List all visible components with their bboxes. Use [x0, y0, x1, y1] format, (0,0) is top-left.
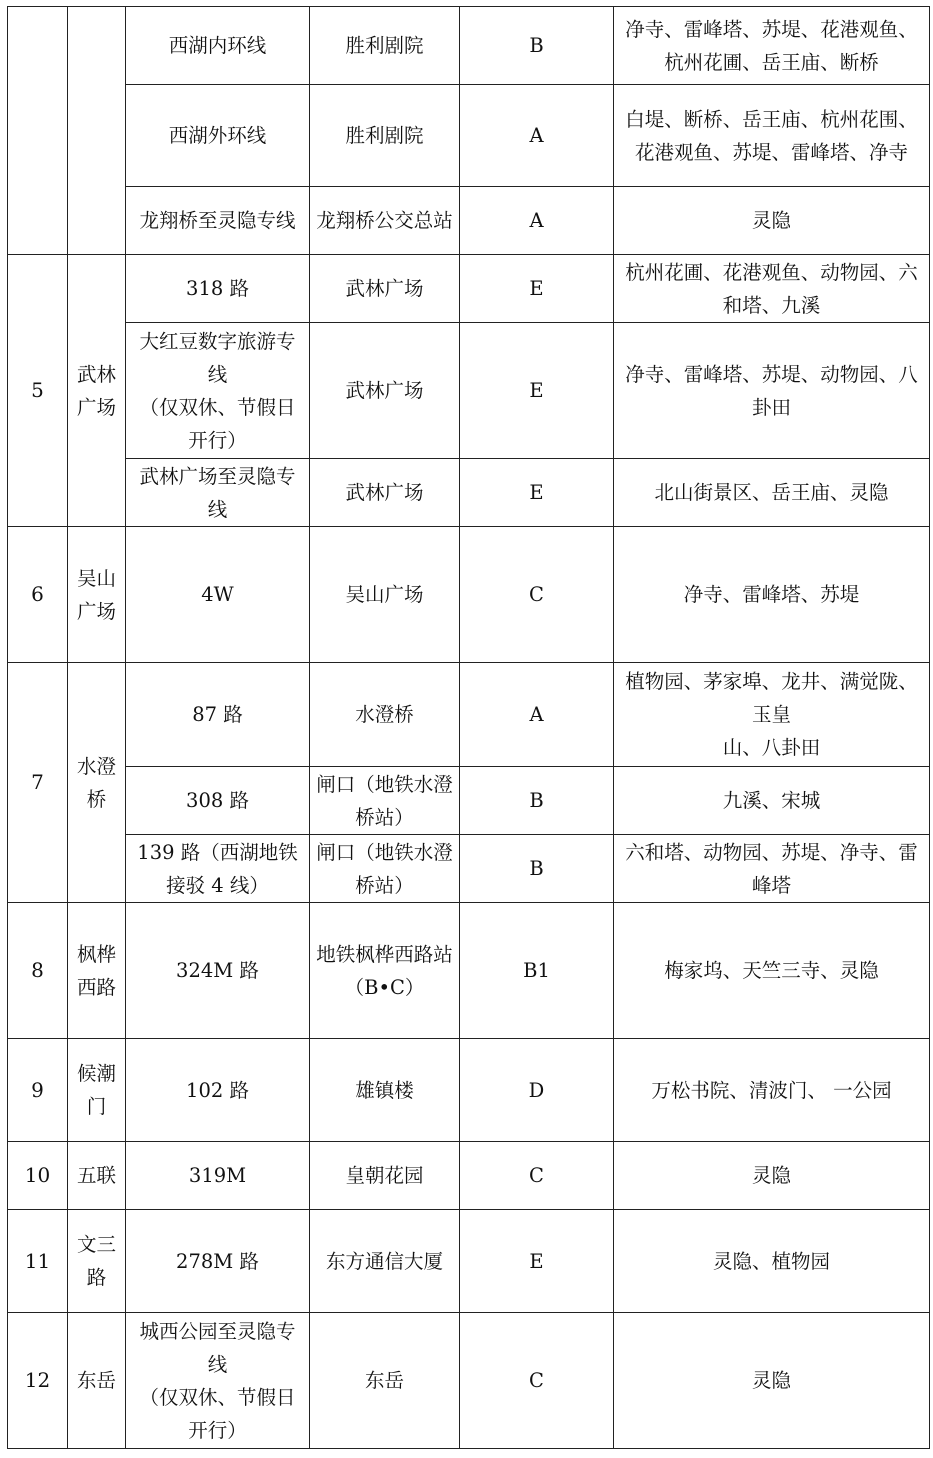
table-row	[8, 459, 930, 527]
spots-cell: 灵隐、植物园	[614, 1210, 930, 1313]
number-cell: 6	[8, 527, 68, 663]
table-row	[8, 663, 930, 767]
route-cell: 87 路	[126, 663, 310, 767]
table-row	[8, 1142, 930, 1210]
table-row	[8, 323, 930, 459]
station-cell: 五联	[68, 1142, 126, 1210]
route-cell: 308 路	[126, 767, 310, 835]
station-cell	[68, 7, 126, 255]
station-cell: 候潮门	[68, 1039, 126, 1142]
stop-cell: 闸口（地铁水澄桥站）	[310, 835, 460, 903]
spots-cell	[614, 663, 930, 767]
exit-cell: B1	[460, 903, 614, 1039]
stop-cell: 胜利剧院	[310, 7, 460, 85]
exit-cell: E	[460, 1210, 614, 1313]
spots-cell: 灵隐	[614, 1313, 930, 1449]
table-row	[8, 903, 930, 1039]
station-cell: 武林广场	[68, 255, 126, 527]
route-cell: 278M 路	[126, 1210, 310, 1313]
station-cell: 吴山广场	[68, 527, 126, 663]
exit-cell: B	[460, 767, 614, 835]
stop-cell: 龙翔桥公交总站	[310, 187, 460, 255]
spots-cell: 净寺、雷峰塔、苏堤、花港观鱼、杭州花圃、岳王庙、断桥	[614, 7, 930, 85]
route-cell: 西湖内环线	[126, 7, 310, 85]
route-cell: 139 路（西湖地铁接驳 4 线）	[126, 835, 310, 903]
route-line: 大红豆数字旅游专线	[139, 329, 296, 386]
table-row	[8, 255, 930, 323]
stop-cell: 武林广场	[310, 459, 460, 527]
spots-cell: 六和塔、动物园、苏堤、净寺、雷峰塔	[614, 835, 930, 903]
station-cell: 水澄桥	[68, 663, 126, 903]
spots-cell: 梅家坞、天竺三寺、灵隐	[614, 903, 930, 1039]
number-cell: 8	[8, 903, 68, 1039]
table-row	[8, 527, 930, 663]
table-row	[8, 1313, 930, 1449]
spots-line: 山、八卦田	[722, 736, 821, 759]
number-cell: 7	[8, 663, 68, 903]
exit-cell: B	[460, 7, 614, 85]
table-row	[8, 187, 930, 255]
spots-cell: 灵隐	[614, 187, 930, 255]
exit-cell: A	[460, 85, 614, 187]
stop-cell: 武林广场	[310, 255, 460, 323]
table-row	[8, 1039, 930, 1142]
spots-cell: 杭州花圃、花港观鱼、动物园、六和塔、九溪	[614, 255, 930, 323]
exit-cell: C	[460, 527, 614, 663]
number-cell: 10	[8, 1142, 68, 1210]
number-cell: 9	[8, 1039, 68, 1142]
number-cell: 11	[8, 1210, 68, 1313]
table-row	[8, 835, 930, 903]
route-cell: 102 路	[126, 1039, 310, 1142]
table-row	[8, 767, 930, 835]
spots-cell: 灵隐	[614, 1142, 930, 1210]
stop-cell: 吴山广场	[310, 527, 460, 663]
number-cell: 12	[8, 1313, 68, 1449]
exit-cell: A	[460, 187, 614, 255]
exit-cell: C	[460, 1313, 614, 1449]
bus-route-table	[7, 6, 930, 1449]
spots-cell: 白堤、断桥、岳王庙、杭州花围、花港观鱼、苏堤、雷峰塔、净寺	[614, 85, 930, 187]
exit-cell: C	[460, 1142, 614, 1210]
spots-cell: 净寺、雷峰塔、苏堤、动物园、八卦田	[614, 323, 930, 459]
stop-cell: 闸口（地铁水澄桥站）	[310, 767, 460, 835]
route-cell: 龙翔桥至灵隐专线	[126, 187, 310, 255]
stop-cell: 胜利剧院	[310, 85, 460, 187]
stop-cell: 武林广场	[310, 323, 460, 459]
exit-cell: E	[460, 323, 614, 459]
spots-cell: 万松书院、清波门、 一公园	[614, 1039, 930, 1142]
route-line: 城西公园至灵隐专线	[139, 1319, 296, 1376]
spots-cell: 净寺、雷峰塔、苏堤	[614, 527, 930, 663]
route-note: （仅双休、节假日开行）	[139, 395, 296, 452]
station-cell: 枫桦西路	[68, 903, 126, 1039]
exit-cell: B	[460, 835, 614, 903]
stop-cell: 水澄桥	[310, 663, 460, 767]
number-cell	[8, 7, 68, 255]
table-row	[8, 7, 930, 85]
exit-cell: D	[460, 1039, 614, 1142]
route-cell	[126, 1313, 310, 1449]
stop-cell: 雄镇楼	[310, 1039, 460, 1142]
route-cell: 319M	[126, 1142, 310, 1210]
route-cell	[126, 323, 310, 459]
table-row	[8, 85, 930, 187]
route-cell: 324M 路	[126, 903, 310, 1039]
spots-line: 植物园、茅家埠、龙井、满觉陇、玉皇	[625, 670, 918, 726]
exit-cell: E	[460, 255, 614, 323]
stop-cell: 皇朝花园	[310, 1142, 460, 1210]
spots-cell: 九溪、宋城	[614, 767, 930, 835]
stop-cell: 东方通信大厦	[310, 1210, 460, 1313]
exit-cell: A	[460, 663, 614, 767]
number-cell: 5	[8, 255, 68, 527]
station-cell: 文三路	[68, 1210, 126, 1313]
spots-cell: 北山街景区、岳王庙、灵隐	[614, 459, 930, 527]
station-cell: 东岳	[68, 1313, 126, 1449]
table-row	[8, 1210, 930, 1313]
route-note: （仅双休、节假日开行）	[139, 1385, 296, 1442]
exit-cell: E	[460, 459, 614, 527]
stop-cell: 地铁枫桦西路站（B•C）	[310, 903, 460, 1039]
route-cell: 4W	[126, 527, 310, 663]
stop-cell: 东岳	[310, 1313, 460, 1449]
route-cell: 318 路	[126, 255, 310, 323]
route-cell: 武林广场至灵隐专线	[126, 459, 310, 527]
route-cell: 西湖外环线	[126, 85, 310, 187]
